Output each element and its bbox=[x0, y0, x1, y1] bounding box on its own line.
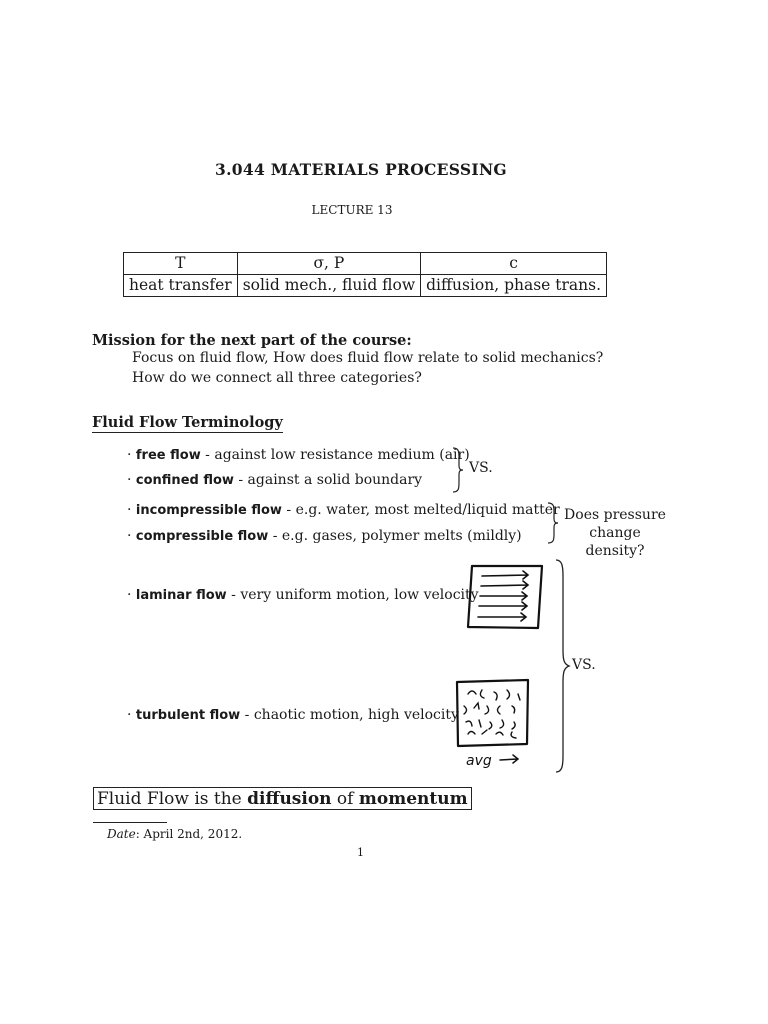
curly-brace-icon bbox=[545, 501, 561, 545]
curly-brace-icon bbox=[553, 558, 573, 776]
key-statement-emphasis: diffusion bbox=[247, 789, 332, 809]
brace-note-line: change density? bbox=[585, 525, 645, 559]
list-bullet: · bbox=[127, 528, 132, 544]
list-item bbox=[127, 528, 522, 544]
table-header-cell: σ, P bbox=[237, 253, 420, 275]
list-item bbox=[127, 707, 459, 723]
term-description: - against low resistance medium (air) bbox=[200, 447, 470, 463]
list-bullet: · bbox=[127, 707, 132, 723]
footnote-rule bbox=[93, 822, 167, 823]
curly-brace-icon bbox=[450, 446, 466, 494]
key-statement-text: of bbox=[331, 789, 359, 809]
term-description: - chaotic motion, high velocity bbox=[240, 707, 459, 723]
term-name: turbulent flow bbox=[135, 708, 241, 723]
terminology-heading-text: Fluid Flow Terminology bbox=[92, 414, 283, 431]
table-cell: solid mech., fluid flow bbox=[237, 275, 420, 297]
table-row bbox=[124, 275, 607, 297]
term-name: incompressible flow bbox=[135, 503, 282, 518]
term-name: compressible flow bbox=[135, 529, 269, 544]
term-name: free flow bbox=[135, 448, 201, 463]
list-bullet: · bbox=[127, 502, 132, 518]
term-description: - very uniform motion, low velocity bbox=[226, 587, 479, 603]
brace-note-line: Does pressure bbox=[564, 507, 666, 523]
mission-line: Focus on fluid flow, How does fluid flow relate to solid mechanics? bbox=[132, 350, 604, 366]
key-statement-emphasis: momentum bbox=[358, 789, 468, 809]
table-header-cell: T bbox=[124, 253, 238, 275]
page-number: 1 bbox=[357, 846, 364, 859]
footnote-text: : April 2nd, 2012. bbox=[135, 827, 243, 841]
list-item bbox=[127, 502, 560, 518]
term-description: - against a solid boundary bbox=[233, 472, 423, 488]
list-bullet: · bbox=[127, 587, 132, 603]
footnote bbox=[107, 827, 242, 841]
table-header-cell: c bbox=[421, 253, 607, 275]
table-cell: heat transfer bbox=[124, 275, 238, 297]
turbulent-flow-sketch bbox=[452, 676, 534, 772]
list-item bbox=[127, 447, 470, 463]
vs-label: VS. bbox=[469, 460, 493, 476]
page-title: 3.044 MATERIALS PROCESSING bbox=[215, 160, 507, 179]
laminar-flow-sketch bbox=[464, 562, 546, 632]
mission-line: How do we connect all three categories? bbox=[132, 370, 422, 386]
footnote-label: Date bbox=[107, 827, 136, 841]
list-bullet: · bbox=[127, 472, 132, 488]
brace-note bbox=[560, 506, 670, 560]
mission-heading: Mission for the next part of the course: bbox=[92, 332, 412, 349]
table-cell: diffusion, phase trans. bbox=[421, 275, 607, 297]
category-table bbox=[123, 252, 607, 297]
term-name: confined flow bbox=[135, 473, 234, 488]
avg-label: avg bbox=[466, 753, 492, 769]
term-name: laminar flow bbox=[135, 588, 227, 603]
lecture-number: LECTURE 13 bbox=[311, 203, 393, 217]
key-statement-text: Fluid Flow is the bbox=[97, 789, 248, 809]
list-bullet: · bbox=[127, 447, 132, 463]
term-description: - e.g. gases, polymer melts (mildly) bbox=[268, 528, 522, 544]
vs-label: VS. bbox=[572, 657, 596, 673]
key-statement bbox=[93, 787, 472, 810]
terminology-heading bbox=[92, 414, 283, 431]
list-item bbox=[127, 472, 422, 488]
list-item bbox=[127, 587, 479, 603]
table-header-row bbox=[124, 253, 607, 275]
term-description: - e.g. water, most melted/liquid matter bbox=[281, 502, 560, 518]
